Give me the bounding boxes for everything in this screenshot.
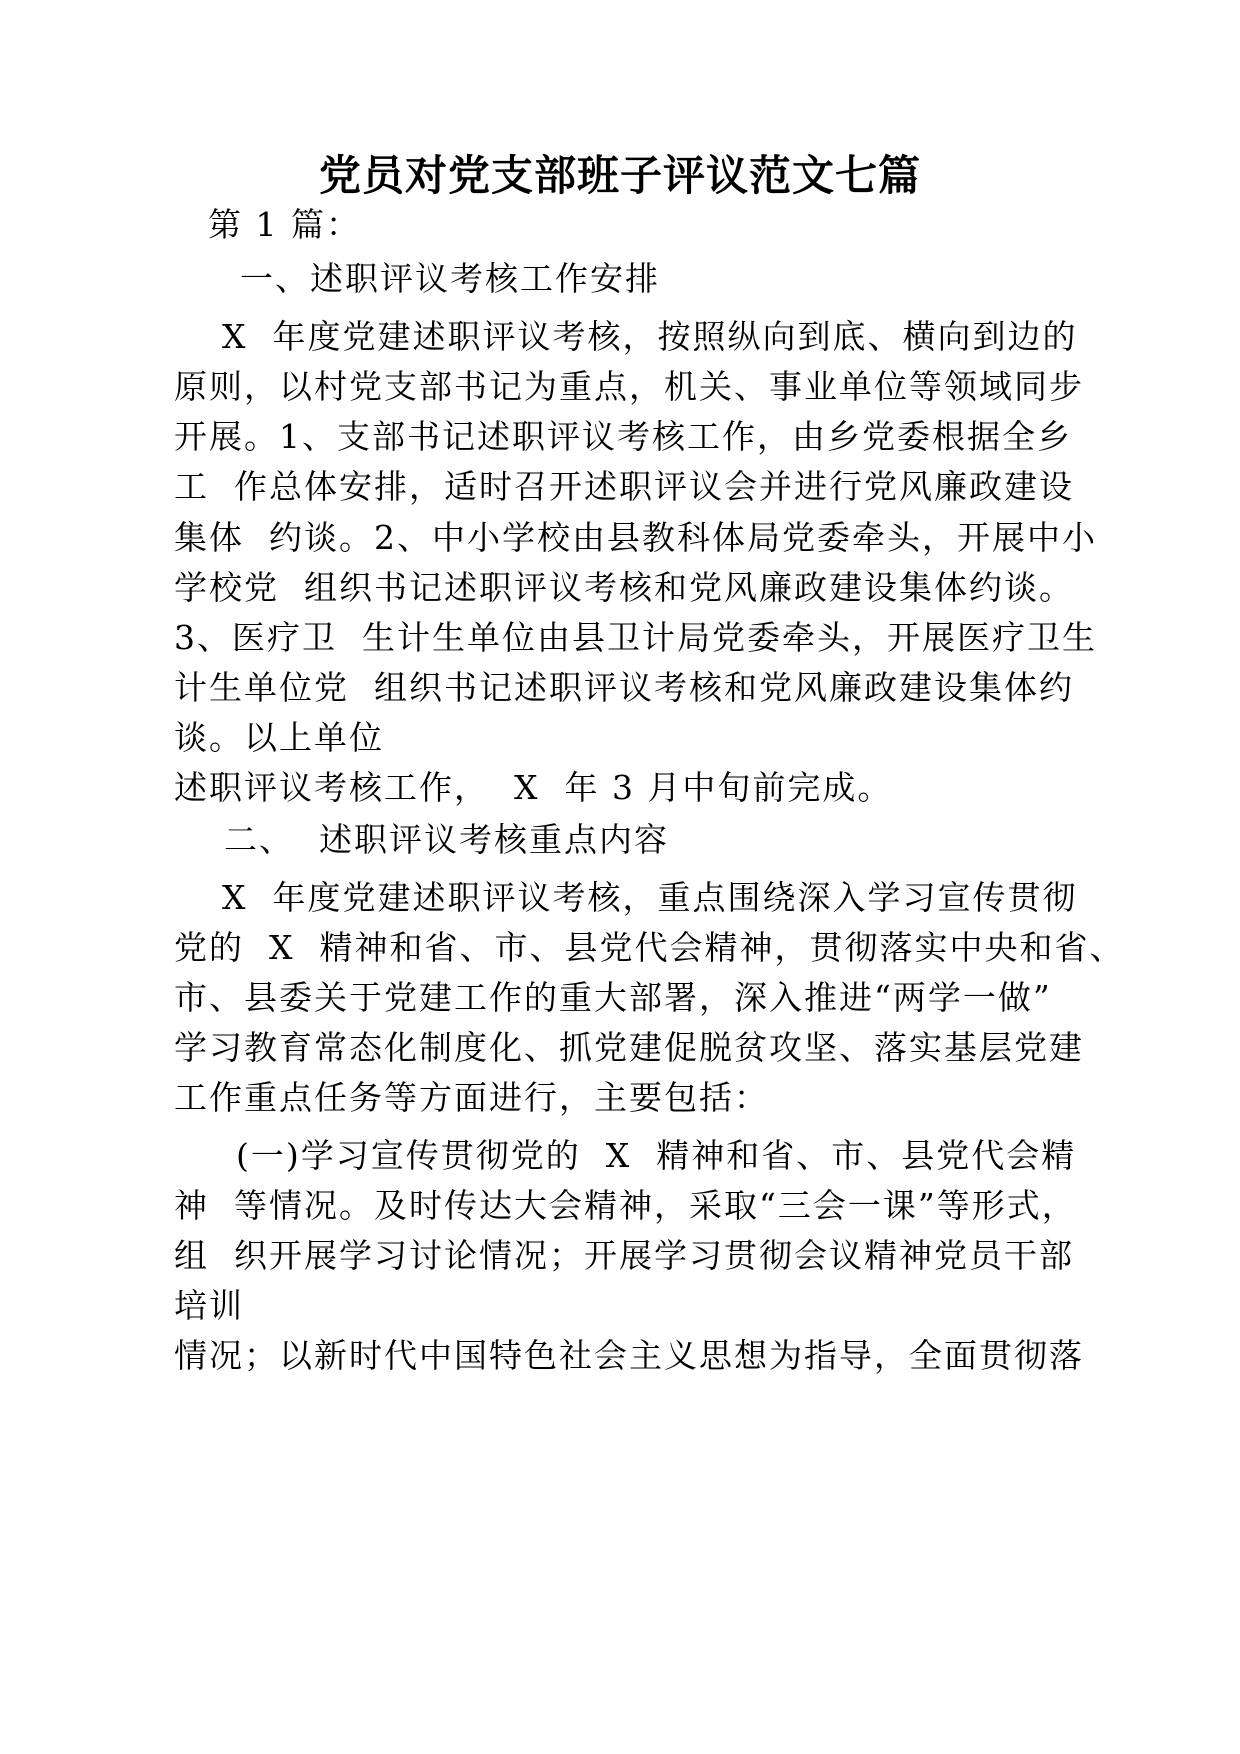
paragraph-line: 市、县委关于党建工作的重大部署，深入推进“两学一做” <box>174 978 1052 1017</box>
paragraph-line: 计生单位党 组织书记述职评议考核和党风廉政建设集体约 <box>174 668 1074 707</box>
paragraph-line: 开展。1、支部书记述职评议考核工作，由乡党委根据全乡 <box>174 417 1072 456</box>
section-label: 第 1 篇： <box>208 205 361 244</box>
paragraph-line: 述职评议考核工作， X 年 3 月中旬前完成。 <box>174 768 893 807</box>
paragraph-line: 集体 约谈。2、中小学校由县教科体局党委牵头，开展中小 <box>174 518 1097 557</box>
paragraph-line: 谈。以上单位 <box>174 718 384 757</box>
paragraph-line: 神 等情况。及时传达大会精神，采取“三会一课”等形式， <box>174 1186 1077 1225</box>
paragraph-line: 组 织开展学习讨论情况；开展学习贯彻会议精神党员干部 <box>174 1236 1074 1275</box>
paragraph-line: 学习教育常态化制度化、抓党建促脱贫攻坚、落实基层党建 <box>174 1028 1084 1067</box>
document-title: 党员对党支部班子评议范文七篇 <box>318 151 921 200</box>
paragraph-line: 工 作总体安排，适时召开述职评议会并进行党风廉政建设 <box>174 467 1074 506</box>
paragraph-line: (一)学习宣传贯彻党的 X 精神和省、市、县党代会精 <box>236 1136 1077 1175</box>
paragraph-line: X 年度党建述职评议考核，重点围绕深入学习宣传贯彻 <box>222 878 1078 917</box>
paragraph-line: 党的 X 精神和省、市、县党代会精神，贯彻落实中央和省、 <box>174 928 1125 967</box>
paragraph-line: 情况；以新时代中国特色社会主义思想为指导，全面贯彻落 <box>174 1336 1084 1375</box>
paragraph-line: 培训 <box>174 1286 244 1325</box>
paragraph-line: 原则，以村党支部书记为重点，机关、事业单位等领域同步 <box>174 367 1084 406</box>
section-heading: 一、述职评议考核工作安排 <box>240 259 660 298</box>
section-heading: 二、 述职评议考核重点内容 <box>224 820 669 859</box>
paragraph-line: 学校党 组织书记述职评议考核和党风廉政建设集体约谈。 <box>174 568 1074 607</box>
paragraph-line: 工作重点任务等方面进行，主要包括： <box>174 1078 769 1117</box>
paragraph-line: X 年度党建述职评议考核，按照纵向到底、横向到边的 <box>222 317 1078 356</box>
paragraph-line: 3、医疗卫 生计生单位由县卫计局党委牵头，开展医疗卫生 <box>174 618 1097 657</box>
